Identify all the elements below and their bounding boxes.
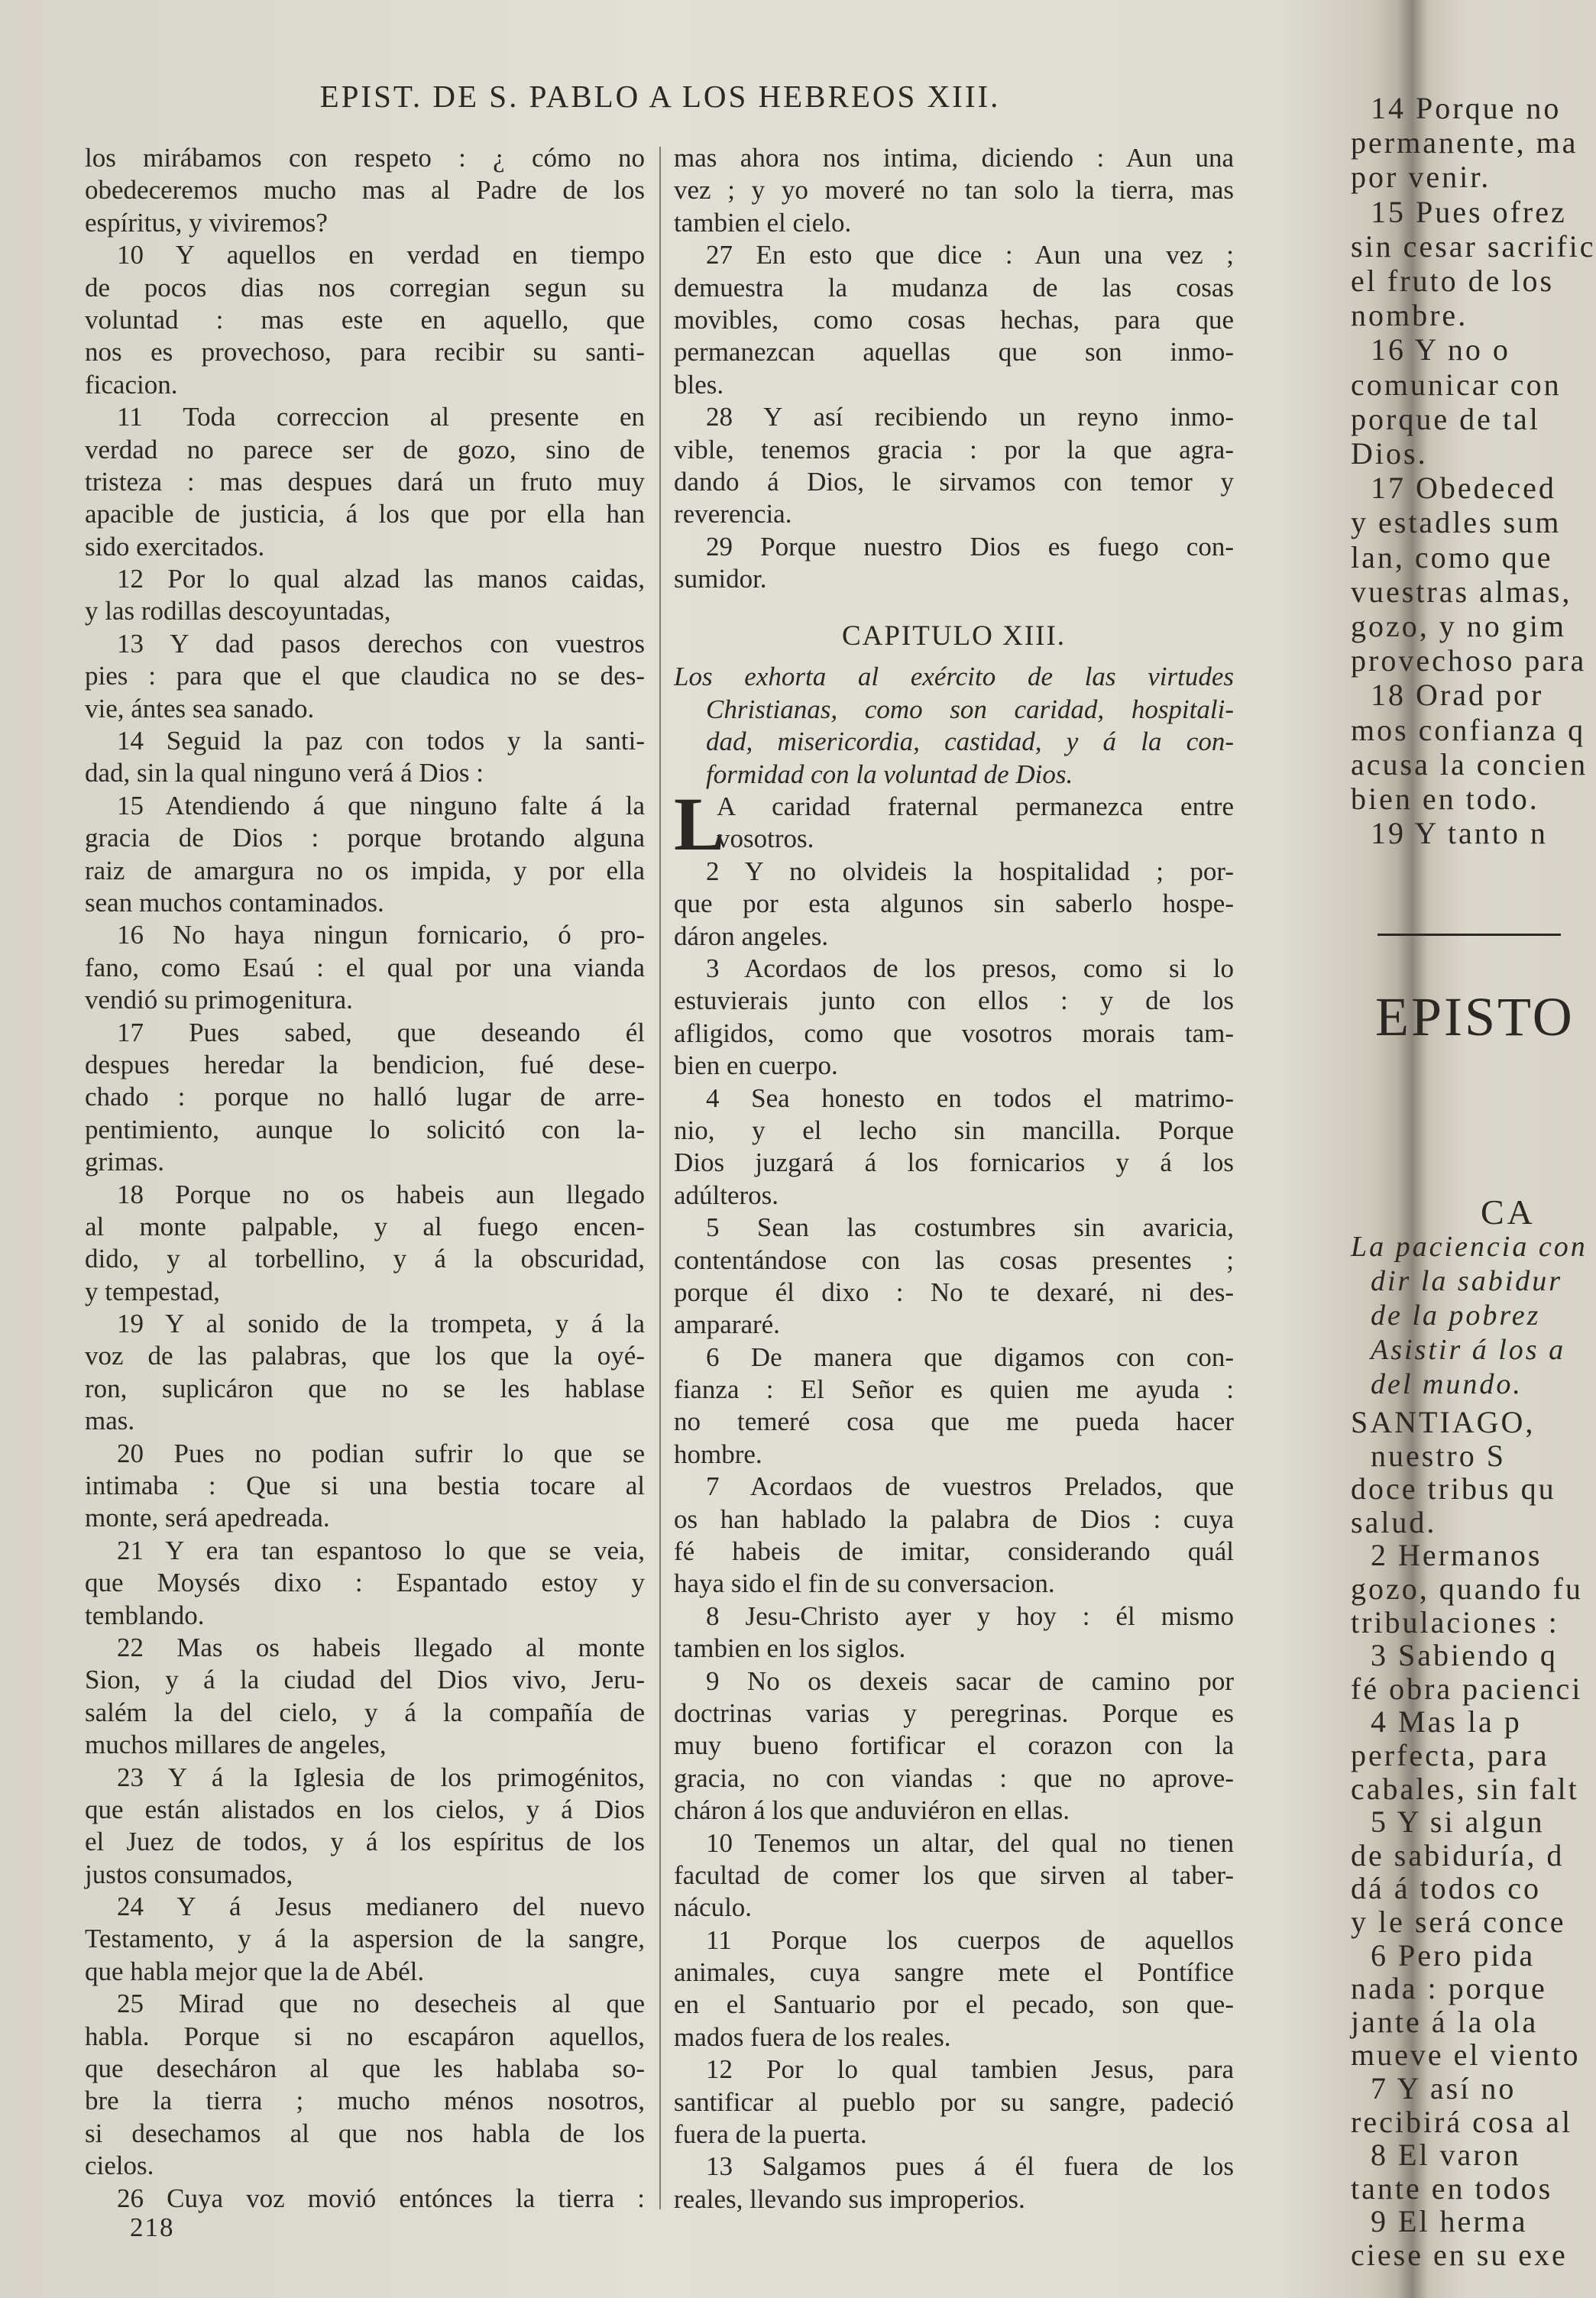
text-line: que están alistados en los cielos, y á Dios [85, 1794, 645, 1824]
facing-text-line: recibirá cosa al [1351, 2104, 1573, 2139]
text-line: 27 En esto que dice : Aun una vez ; [706, 240, 1234, 270]
summary-line: dad, misericordia, castidad, y á la con- [706, 727, 1234, 757]
text-line: que por esta algunos sin saberlo hospe- [674, 888, 1234, 919]
text-line: al monte palpable, y al fuego encen- [85, 1211, 645, 1241]
text-line: muchos millares de angeles, [85, 1730, 387, 1760]
facing-text-line: Dios. [1351, 436, 1428, 471]
verse-paragraph [85, 1535, 645, 1632]
column-divider [659, 147, 661, 2209]
facing-text-line: 17 Obedeced [1371, 471, 1556, 506]
chapter-heading: CAPITULO XIII. [841, 620, 1067, 652]
text-line: 11 Toda correccion al presente en [117, 402, 645, 432]
text-line: 10 Tenemos un altar, del qual no tienen [706, 1827, 1234, 1858]
facing-text-line: 18 Orad por [1371, 678, 1544, 713]
text-line: haya sido el fin de su conversacion. [674, 1568, 1055, 1599]
verse-paragraph [85, 1762, 645, 1892]
text-line: vez ; y yo moveré no tan solo la tierra, mas [674, 175, 1234, 206]
facing-text-line: jante á la ola [1351, 2004, 1539, 2039]
text-line: dando á Dios, le sirvamos con temor y [674, 466, 1234, 497]
facing-text-line: tribulaciones : [1351, 1604, 1559, 1639]
text-line: ampararé. [674, 1309, 780, 1340]
text-line: 8 Jesu-Christo ayer y hoy : él mismo [706, 1601, 1234, 1631]
verse-paragraph [674, 1212, 1234, 1342]
text-line: 25 Mirad que no desecheis al que [117, 1989, 645, 2019]
facing-text-line: vuestras almas, [1351, 574, 1572, 609]
verse-paragraph [85, 1988, 645, 2182]
text-line: dad, sin la qual ninguno verá á Dios : [85, 758, 484, 788]
text-line: 4 Sea honesto en todos el matrimo- [706, 1083, 1234, 1113]
text-line: 5 Sean las costumbres sin avaricia, [706, 1212, 1234, 1243]
text-line: raiz de amargura no os impida, y por ella [85, 855, 645, 885]
verse-paragraph [85, 142, 645, 239]
summary-line: Christianas, como son caridad, hospitali- [706, 694, 1234, 724]
section-rule [1377, 934, 1561, 936]
text-line: os han hablado la palabra de Dios : cuya [674, 1503, 1234, 1534]
text-line: vie, ántes sea sanado. [85, 693, 315, 723]
facing-text-line: dá á todos co [1351, 1871, 1541, 1906]
text-line: reales, llevando sus improperios. [674, 2183, 1025, 2214]
text-line: apacible de justicia, á los que por ella han [85, 499, 645, 529]
text-line: fé habeis de imitar, considerando quál [674, 1536, 1234, 1567]
text-line: demuestra la mudanza de las cosas [674, 272, 1234, 303]
text-line: 12 Por lo qual alzad las manos caidas, [117, 564, 645, 594]
verse-paragraph [85, 919, 645, 1016]
text-line: doctrinas varias y peregrinas. Porque es [674, 1698, 1234, 1728]
facing-text-line: perfecta, para [1351, 1738, 1549, 1772]
text-line: mas ahora nos intima, diciendo : Aun una [674, 143, 1234, 173]
text-line: 22 Mas os habeis llegado al monte [117, 1632, 645, 1662]
text-line: vible, tenemos gracia : por la que agra- [674, 434, 1234, 464]
facing-text-line: nombre. [1351, 298, 1468, 333]
verses-chapter-13 [674, 856, 1234, 2215]
verse-paragraph [85, 790, 645, 920]
text-line: 2 Y no olvideis la hospitalidad ; por- [706, 856, 1234, 886]
text-line: fuera de la puerta. [674, 2119, 867, 2150]
text-line: voluntad : mas este en aquello, que [85, 304, 645, 335]
text-line: 11 Porque los cuerpos de aquellos [706, 1924, 1234, 1955]
text-line: obedeceremos mucho mas al Padre de los [85, 175, 645, 206]
text-line: permanezcan aquellas que son inmo- [674, 337, 1234, 367]
text-line: el Juez de todos, y á los espíritus de los [85, 1827, 645, 1857]
facing-text-line: bien en todo. [1351, 782, 1539, 816]
text-line: movibles, como cosas hechas, para que [674, 304, 1234, 335]
text-line: 3 Acordaos de los presos, como si lo [706, 953, 1234, 983]
text-line: justos consumados, [85, 1859, 293, 1889]
text-line: 29 Porque nuestro Dios es fuego con- [706, 531, 1234, 562]
text-line: cháron á los que anduviéron en ellas. [674, 1795, 1070, 1826]
facing-text-line: 19 Y tanto n [1371, 816, 1548, 851]
text-line: no temeré cosa que me pueda hacer [674, 1406, 1234, 1437]
facing-text-line: SANTIAGO, [1351, 1405, 1536, 1439]
facing-page [1351, 0, 1596, 2298]
verse-paragraph [674, 1601, 1234, 1665]
verses-chapter-12-end [674, 142, 1234, 595]
verse-paragraph [85, 1438, 645, 1535]
facing-text-line: y estadles sum [1351, 505, 1562, 540]
facing-summary-line: dir la sabidur [1371, 1265, 1563, 1297]
facing-text-line: 5 Y si algun [1371, 1804, 1545, 1840]
first-verse [674, 782, 1234, 867]
facing-text-line: el fruto de los [1351, 264, 1555, 298]
facing-chapter-heading: CA [1481, 1193, 1536, 1232]
verse-paragraph [85, 563, 645, 628]
text-line: despues heredar la bendicion, fué dese- [85, 1049, 645, 1079]
facing-text-line: de sabiduría, d [1351, 1837, 1565, 1872]
text-line: que habla mejor que la de Abél. [85, 1956, 425, 1986]
text-line: náculo. [674, 1892, 753, 1923]
text-line: 21 Y era tan espantoso lo que se veia, [117, 1535, 645, 1565]
text-line: 16 No haya ningun fornicario, ó pro- [117, 920, 645, 950]
text-line: afligidos, como que vosotros morais tam- [674, 1018, 1234, 1048]
text-line: intimaba : Que si una bestia tocare al [85, 1471, 645, 1501]
verse-paragraph [674, 1342, 1234, 1471]
facing-summary-line: de la pobrez [1371, 1300, 1541, 1332]
facing-text-line: mueve el viento [1351, 2037, 1581, 2073]
chapter-summary [674, 661, 1234, 791]
facing-text-line: 15 Pues ofrez [1371, 194, 1567, 229]
text-line: temblando. [85, 1600, 205, 1630]
text-line: fianza : El Señor es quien me ayuda : [674, 1374, 1234, 1405]
verse-paragraph [85, 628, 645, 725]
verse-paragraph [85, 1891, 645, 1988]
text-line: mas. [85, 1406, 135, 1436]
facing-text-line: provechoso para [1351, 643, 1587, 678]
text-line: en el Santuario por el pecado, son que- [674, 1989, 1234, 2020]
facing-text-line: doce tribus qu [1351, 1471, 1556, 1507]
facing-text-line: 2 Hermanos [1371, 1538, 1543, 1573]
text-line: muy bueno fortificar el corazon con la [674, 1730, 1234, 1761]
text-line: vosotros. [717, 824, 814, 854]
text-line: y las rodillas descoyuntadas, [85, 596, 391, 626]
verse-paragraph [674, 1471, 1234, 1601]
text-line: monte, será apedreada. [85, 1503, 330, 1533]
text-line: 13 Y dad pasos derechos con vuestros [117, 628, 645, 659]
text-line: facultad de comer los que sirven al taber- [674, 1859, 1234, 1890]
facing-text-line: 8 El varon [1371, 2138, 1521, 2173]
text-line: chado : porque no halló lugar de arre- [85, 1082, 645, 1112]
text-line: tristeza : mas despues dará un fruto muy [85, 466, 645, 497]
right-column [674, 142, 1234, 2215]
text-line: 28 Y así recibiendo un reyno inmo- [706, 402, 1234, 432]
page-number: 218 [130, 2212, 175, 2242]
text-line: tambien el cielo. [674, 207, 852, 238]
facing-text-line: 4 Mas la p [1371, 1704, 1522, 1740]
text-line: reverencia. [674, 499, 792, 529]
facing-text-line: cabales, sin falt [1351, 1771, 1579, 1806]
facing-text-line: comunicar con [1351, 367, 1562, 402]
text-line: Sion, y á la ciudad del Dios vivo, Jeru- [85, 1665, 645, 1695]
verse-paragraph [674, 1827, 1234, 1924]
verse-paragraph [674, 856, 1234, 953]
verse-paragraph [674, 142, 1234, 239]
text-line: sumidor. [674, 564, 767, 594]
text-line: gracia, no con viandas : que no aprove- [674, 1762, 1234, 1793]
verse-paragraph [674, 1665, 1234, 1827]
text-line: 7 Acordaos de vuestros Prelados, que [706, 1471, 1234, 1502]
text-line: Testamento, y á la aspersion de la sangre, [85, 1924, 645, 1954]
text-line: 14 Seguid la paz con todos y la santi- [117, 726, 645, 756]
text-line: que desecháron al que les hablaba so- [85, 2054, 645, 2084]
facing-text-line: mos confianza q [1351, 712, 1586, 747]
text-line: mados fuera de los reales. [674, 2021, 951, 2052]
facing-page-title: EPISTO [1375, 986, 1575, 1047]
text-line: espíritus, y viviremos? [85, 207, 328, 238]
facing-text-line: 9 El herma [1371, 2204, 1528, 2239]
text-line: los mirábamos con respeto : ¿ cómo no [85, 143, 645, 173]
text-line: porque él dixo : No te dexaré, ni des- [674, 1277, 1234, 1307]
verse-paragraph [85, 401, 645, 563]
text-line: 19 Y al sonido de la trompeta, y á la [117, 1309, 645, 1339]
text-line: si desechamos al que nos habla de los [85, 2118, 645, 2148]
text-line: estuvierais junto con ellos : y de los [674, 986, 1234, 1016]
text-line: bien en cuerpo. [674, 1050, 838, 1081]
facing-text-line: sin cesar sacrific [1351, 228, 1596, 264]
running-title: EPIST. DE S. PABLO A LOS HEBREOS XIII. [319, 79, 1001, 114]
text-line: bles. [674, 369, 724, 400]
verse-paragraph [674, 401, 1234, 531]
text-line: pies : para que el que claudica no se des- [85, 661, 645, 691]
text-line: pentimiento, aunque lo solicitó con la- [85, 1114, 645, 1144]
facing-text-line: gozo, y no gim [1351, 609, 1566, 643]
text-line: gracia de Dios : porque brotando alguna [85, 823, 645, 853]
verse-paragraph [674, 531, 1234, 596]
text-line: 13 Salgamos pues á él fuera de los [706, 2151, 1234, 2182]
facing-text-line: 14 Porque no [1371, 91, 1562, 125]
facing-text-line: y le será conce [1351, 1905, 1566, 1939]
drop-cap: L [674, 782, 725, 867]
text-line: adúlteros. [674, 1180, 779, 1210]
text-line: nos es provechoso, para recibir su santi- [85, 337, 645, 367]
text-line: grimas. [85, 1147, 165, 1177]
verse-paragraph [85, 2183, 645, 2215]
facing-text-line: 6 Pero pida [1371, 1937, 1536, 1973]
text-line: hombre. [674, 1439, 762, 1469]
verse-paragraph [674, 1083, 1234, 1212]
text-line: cielos. [85, 2151, 154, 2181]
text-line: voz de las palabras, que los que la oyé- [85, 1341, 645, 1371]
facing-text-line: 3 Sabiendo q [1371, 1638, 1558, 1673]
text-line: 23 Y á la Iglesia de los primogénitos, [117, 1762, 645, 1792]
text-line: A caridad fraternal permanezca entre [717, 791, 1234, 822]
text-line: sean muchos contaminados. [85, 887, 384, 918]
text-line: dáron angeles. [674, 921, 829, 951]
facing-text-line: salud. [1351, 1504, 1437, 1539]
text-line: animales, cuya sangre mete el Pontífice [674, 1957, 1234, 1988]
facing-text-line: permanente, ma [1351, 125, 1578, 160]
facing-summary-line: Asistir á los a [1371, 1334, 1566, 1366]
verse-paragraph [85, 1308, 645, 1438]
facing-text-line: porque de tal [1351, 401, 1540, 436]
text-line: contentándose con las cosas presentes ; [674, 1244, 1234, 1275]
text-line: 15 Atendiendo á que ninguno falte á la [117, 790, 645, 820]
left-column [85, 142, 645, 2215]
summary-line: formidad con la voluntad de Dios. [706, 759, 1073, 789]
text-line: Dios juzgará á los fornicarios y á los [674, 1147, 1234, 1178]
text-line: 18 Porque no os habeis aun llegado [117, 1179, 645, 1209]
facing-text-line: acusa la concien [1351, 746, 1588, 782]
text-line: bre la tierra ; mucho ménos nosotros, [85, 2086, 645, 2116]
text-line: tambien en los siglos. [674, 1633, 906, 1664]
facing-text-line: tante en todos [1351, 2170, 1553, 2206]
text-line: 26 Cuya voz movió entónces la tierra : [117, 2183, 645, 2213]
verse-paragraph [85, 1179, 645, 1309]
verse-paragraph [674, 1924, 1234, 2054]
text-line: salém la del cielo, y á la compañía de [85, 1697, 645, 1727]
text-line: vendió su primogenitura. [85, 985, 353, 1015]
verse-paragraph [674, 953, 1234, 1083]
facing-text-line: fé obra pacienci [1351, 1671, 1583, 1706]
verse-paragraph [674, 2151, 1234, 2215]
verse-paragraph [85, 1017, 645, 1179]
facing-text-line: ciese en su exe [1351, 2238, 1568, 2272]
verse-paragraph [674, 2054, 1234, 2151]
facing-text-line: gozo, quando fu [1351, 1571, 1583, 1606]
facing-summary-line: La paciencia con [1351, 1231, 1588, 1263]
text-line: nio, y el lecho sin mancilla. Porque [674, 1115, 1234, 1145]
text-line: santificar al pueblo por su sangre, padeció [674, 2086, 1234, 2117]
facing-text-line: lan, como que [1351, 539, 1553, 574]
text-line: 12 Por lo qual tambien Jesus, para [706, 2054, 1234, 2085]
text-line: 17 Pues sabed, que deseando él [117, 1017, 645, 1047]
facing-text-line: por venir. [1351, 160, 1491, 195]
verse-paragraph [674, 239, 1234, 401]
text-line: fano, como Esaú : el qual por una vianda [85, 952, 645, 982]
text-line: verdad no parece ser de gozo, sino de [85, 434, 645, 464]
facing-summary-line: del mundo. [1371, 1368, 1523, 1400]
text-line: habla. Porque si no escapáron aquellos, [85, 2021, 645, 2051]
summary-line: Los exhorta al exército de las virtudes [674, 662, 1234, 692]
text-line: 9 No os dexeis sacar de camino por [706, 1665, 1234, 1696]
text-line: ficacion. [85, 369, 178, 400]
text-line: 20 Pues no podian sufrir lo que se [117, 1438, 645, 1468]
text-line: 10 Y aquellos en verdad en tiempo [117, 240, 645, 270]
text-line: ron, suplicáron que no se les hablase [85, 1373, 645, 1403]
text-line: que Moysés dixo : Espantado estoy y [85, 1568, 645, 1598]
facing-text-line: nuestro S [1371, 1438, 1506, 1473]
text-line: dido, y al torbellino, y á la obscuridad, [85, 1244, 645, 1274]
facing-text-line: nada : porque [1351, 1971, 1547, 2006]
facing-text-line: 7 Y así no [1371, 2071, 1517, 2105]
verse-paragraph [85, 239, 645, 401]
text-line: 6 De manera que digamos con con- [706, 1342, 1234, 1372]
verse-paragraph [85, 725, 645, 790]
facing-text-line: 16 Y no o [1371, 332, 1510, 367]
text-line: y tempestad, [85, 1276, 220, 1306]
text-line: de pocos dias nos corregian segun su [85, 272, 645, 303]
verse-paragraph [85, 1632, 645, 1762]
text-line: sido exercitados. [85, 531, 265, 562]
text-line: 24 Y á Jesus medianero del nuevo [117, 1892, 645, 1922]
